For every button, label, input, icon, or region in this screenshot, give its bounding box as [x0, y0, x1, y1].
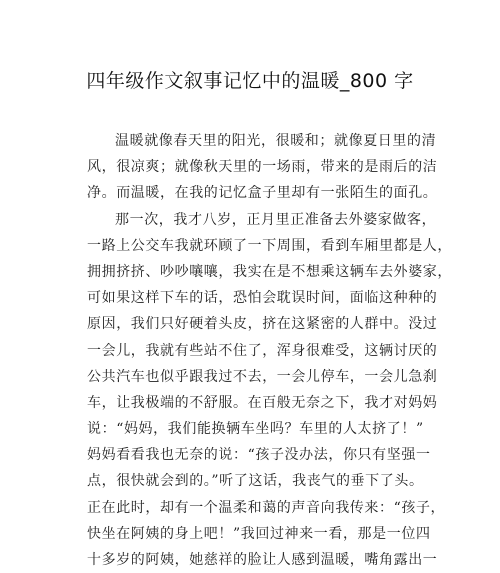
paragraph-line: 十多岁的阿姨，她慈祥的脸让人感到温暖，嘴角露出一	[87, 552, 438, 568]
paragraph-line: 点，很快就会到的。”听了这话，我丧气的垂下了头。	[87, 473, 424, 490]
paragraph-line: 一路上公交车我就环顾了一下周围，看到车厢里都是人，	[87, 237, 452, 254]
paragraph-line: 温暖就像春天里的阳光，很暖和；就像夏日里的清	[115, 133, 437, 149]
paragraph-line: 妈妈看看我也无奈的说：“孩子没办法，你只有坚强一	[87, 447, 431, 464]
paragraph-line: 净。而温暖，在我的记忆盒子里却有一张陌生的面孔。	[87, 185, 438, 202]
paragraph-line: 一会儿，我就有些站不住了，浑身很难受，这辆讨厌的	[87, 342, 438, 359]
paragraph-line: 拥拥挤挤、吵吵嚷嚷，我实在是不想乘这辆车去外婆家，	[87, 263, 452, 280]
article-title: 四年级作文叙事记忆中的温暖_800 字	[86, 70, 414, 92]
paragraph-line: 正在此时，却有一个温柔和蔼的声音向我传来：“孩子，	[87, 499, 446, 516]
paragraph-line: 那一次，我才八岁，正月里正准备去外婆家做客，	[115, 211, 437, 228]
paragraph-line: 风，很凉爽；就像秋天里的一场雨，带来的是雨后的洁	[87, 159, 438, 176]
article-body	[87, 128, 452, 573]
paragraph-line: 说：“妈妈，我们能换辆车坐吗？车里的人太挤了！”	[87, 421, 424, 438]
paragraph-line: 快坐在阿姨的身上吧！”我回过神来一看，那是一位四	[87, 525, 431, 542]
paragraph-line: 可如果这样下车的话，恐怕会耽误时间，面临这种种的	[87, 290, 438, 307]
paragraph-line: 原因，我们只好硬着头皮，挤在这紧密的人群中。没过	[87, 316, 438, 333]
paragraph-line: 公共汽车也似乎跟我过不去，一会儿停车，一会儿急刹	[87, 368, 438, 385]
paragraph-line: 车，让我极端的不舒服。在百般无奈之下，我才对妈妈	[87, 394, 438, 411]
